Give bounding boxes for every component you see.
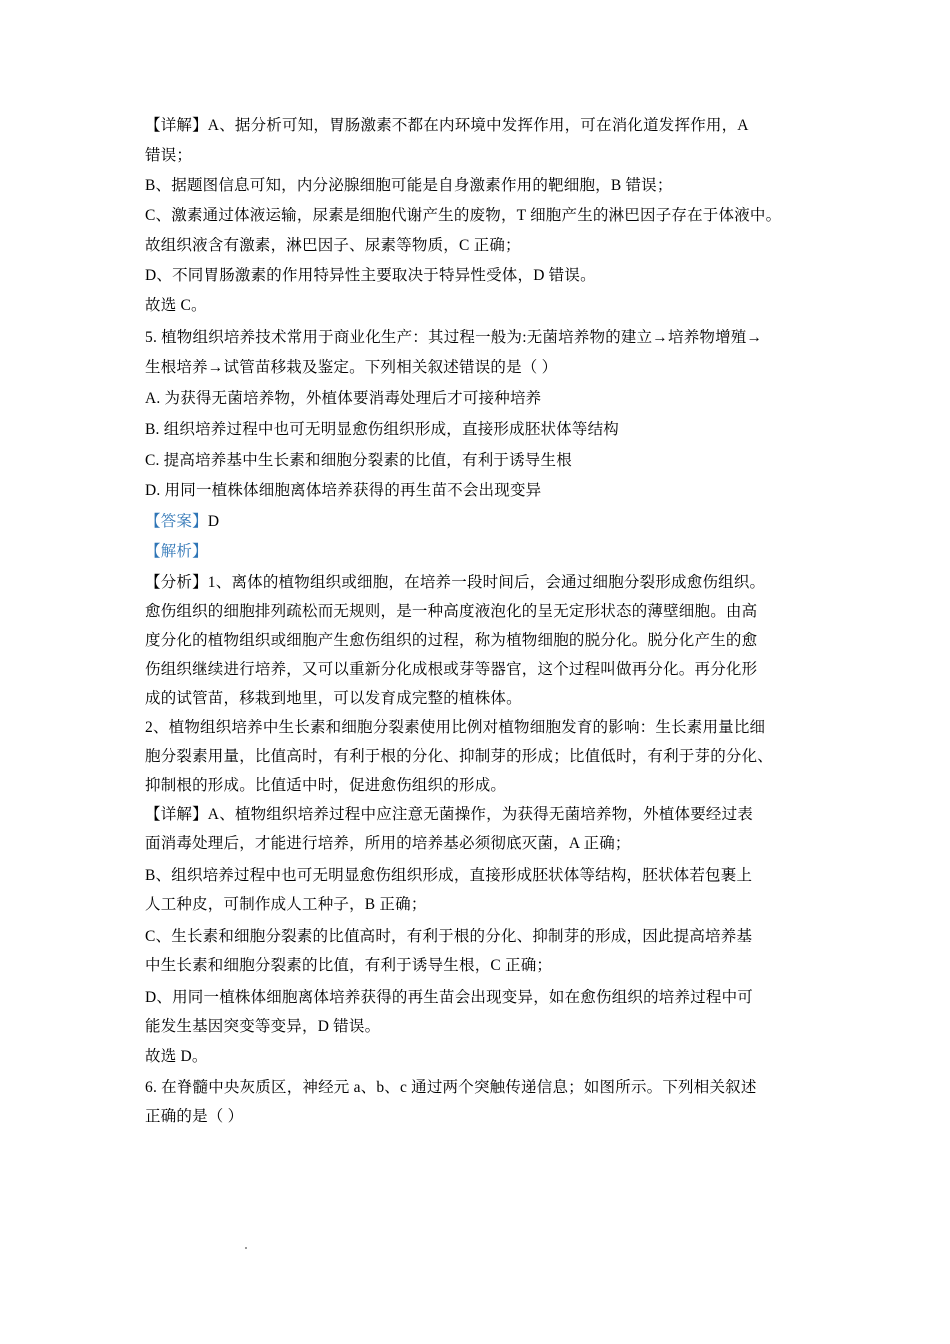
text-line: 5. 植物组织培养技术常用于商业化生产：其过程一般为:无菌培养物的建立→培养物增殖→ <box>145 329 763 346</box>
text-line: C、激素通过体液运输，尿素是细胞代谢产生的废物，T 细胞产生的淋巴因子存在于体液中。 <box>145 207 782 224</box>
text-line: 【详解】A、植物组织培养过程中应注意无菌操作，为获得无菌培养物，外植体要经过表 <box>145 806 753 823</box>
text-line: C、生长素和细胞分裂素的比值高时，有利于根的分化、抑制芽的形成，因此提高培养基 <box>145 928 753 945</box>
answer-line <box>145 512 219 532</box>
analysis-tag: 【解析】 <box>145 543 208 560</box>
text-line: 错误； <box>145 147 193 164</box>
text-line: 度分化的植物组织或细胞产生愈伤组织的过程，称为植物细胞的脱分化。脱分化产生的愈 <box>145 632 758 649</box>
text-line: 人工种皮，可制作成人工种子，B 正确； <box>145 896 427 913</box>
text-line: 胞分裂素用量，比值高时，有利于根的分化、抑制芽的形成；比值低时，有利于芽的分化、 <box>145 748 774 765</box>
text-line: 故选 D。 <box>145 1048 208 1065</box>
text-line: 面消毒处理后，才能进行培养，所用的培养基必须彻底灭菌，A 正确； <box>145 835 631 852</box>
text-line: 2、植物组织培养中生长素和细胞分裂素使用比例对植物细胞发育的影响：生长素用量比细 <box>145 719 766 736</box>
text-line: 抑制根的形成。比值适中时，促进愈伤组织的形成。 <box>145 777 507 794</box>
text-line: 愈伤组织的细胞排列疏松而无规则，是一种高度液泡化的呈无定形状态的薄壁细胞。由高 <box>145 603 758 620</box>
text-line: C. 提高培养基中生长素和细胞分裂素的比值，有利于诱导生根 <box>145 452 572 469</box>
text-line: 故组织液含有激素，淋巴因子、尿素等物质，C 正确； <box>145 237 521 254</box>
text-line: 故选 C。 <box>145 297 207 314</box>
text-line: 能发生基因突变等变异，D 错误。 <box>145 1018 381 1035</box>
page-mark <box>245 1247 247 1249</box>
text-line: B、据题图信息可知，内分泌腺细胞可能是自身激素作用的靶细胞，B 错误； <box>145 177 673 194</box>
text-line: D、用同一植株体细胞离体培养获得的再生苗会出现变异，如在愈伤组织的培养过程中可 <box>145 989 753 1006</box>
text-line: B. 组织培养过程中也可无明显愈伤组织形成，直接形成胚状体等结构 <box>145 421 619 438</box>
text-line: 【详解】A、据分析可知，胃肠激素不都在内环境中发挥作用，可在消化道发挥作用，A <box>145 117 749 134</box>
answer-value: D <box>207 513 220 530</box>
text-line: 中生长素和细胞分裂素的比值，有利于诱导生根，C 正确； <box>145 957 553 974</box>
text-line: 正确的是（ ） <box>145 1108 244 1125</box>
text-line: D、不同胃肠激素的作用特异性主要取决于特异性受体，D 错误。 <box>145 267 596 284</box>
answer-tag: 【答案】 <box>145 513 208 530</box>
text-line: 伤组织继续进行培养，又可以重新分化成根或芽等器官，这个过程叫做再分化。再分化形 <box>145 661 758 678</box>
text-line: 成的试管苗，移栽到地里，可以发育成完整的植株体。 <box>145 690 522 707</box>
text-line: 【分析】1、离体的植物组织或细胞，在培养一段时间后，会通过细胞分裂形成愈伤组织。 <box>145 574 766 591</box>
text-line: B、组织培养过程中也可无明显愈伤组织形成，直接形成胚状体等结构，胚状体若包裹上 <box>145 867 753 884</box>
text-line: D. 用同一植株体细胞离体培养获得的再生苗不会出现变异 <box>145 482 542 499</box>
text-line: A. 为获得无菌培养物，外植体要消毒处理后才可接种培养 <box>145 390 542 407</box>
text-line: 6. 在脊髓中央灰质区，神经元 a、b、c 通过两个突触传递信息；如图所示。下列相关叙述 <box>145 1079 757 1096</box>
text-line: 生根培养→试管苗移栽及鉴定。下列相关叙述错误的是（ ） <box>145 359 558 376</box>
